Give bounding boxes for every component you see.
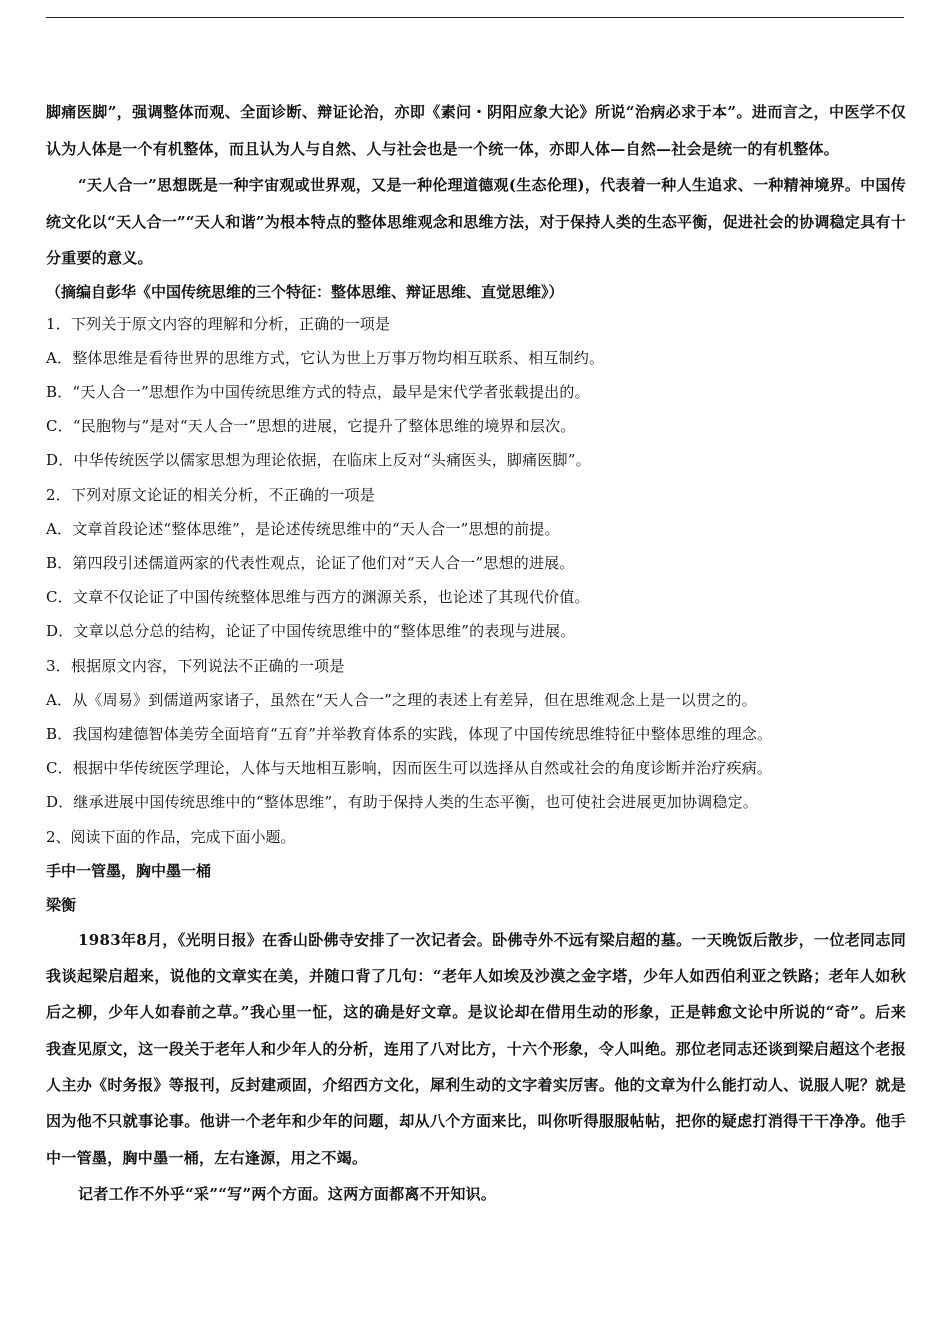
option-b: B．“天人合一”思想作为中国传统思维方式的特点，最早是宋代学者张载提出的。 [46,382,590,401]
document-page [46,94,906,1212]
option-c: C．“民胞物与”是对“天人合一”思想的进展，它提升了整体思维的境界和层次。 [46,417,576,436]
option-b: B．我国构建德智体美劳全面培育“五育”并举教育体系的实践，体现了中国传统思维特征中整体思维的理念。 [46,724,773,743]
question-3 [46,649,906,820]
option-a: A．从《周易》到儒道两家诸子，虽然在“天人合一”之理的表述上有差异，但在思维观念上是一以贯之的。 [46,690,757,709]
passage-paragraph: “天人合一”思想既是一种宇宙观或世界观，又是一种伦理道德观(生态伦理)，代表着一种人生追求、一种精神境界。中国传统文化以“天人合一”“天人和谐”为根本特点的整体思维观念和思维方法，对于保持人类的生态平衡，促进社会的协调稳定具有十分重要的意义。 [46,176,906,267]
question-stem: 2．下列对原文论证的相关分析，不正确的一项是 [46,485,375,504]
option-c: C．文章不仅论证了中国传统整体思维与西方的渊源关系，也论述了其现代价值。 [46,588,590,607]
passage-source: （摘编自彭华《中国传统思维的三个特征：整体思维、辩证思维、直觉思维》） [46,282,564,301]
question-stem: 1．下列关于原文内容的理解和分析，正确的一项是 [46,314,391,333]
option-d: D．中华传统医学以儒家思想为理论依据，在临床上反对“头痛医头，脚痛医脚”。 [46,451,591,470]
article-paragraph: 记者工作不外乎“采”“写”两个方面。这两方面都离不开知识。 [78,1184,497,1203]
option-a: A．整体思维是看待世界的思维方式，它认为世上万事万物均相互联系、相互制约。 [46,348,605,367]
header-rule [46,17,904,18]
question-stem: 3．根据原文内容，下列说法不正确的一项是 [46,656,345,675]
option-d: D．文章以总分总的结构，论证了中国传统思维中的“整体思维”的表现与进展。 [46,622,576,641]
article-paragraph: 1983年8月，《光明日报》在香山卧佛寺安排了一次记者会。卧佛寺外不远有梁启超的墓。一天晚饭后散步，一位老同志同我谈起梁启超来，说他的文章实在美，并随口背了几句：“老年人如埃及沙漠之金字塔，少年人如西伯利亚之铁路；老年人如秋后之柳，少年人如春前之草。”我心里一怔，这的确是好文章。是议论却在借用生动的形象，正是韩愈文论中所说的“奇”。后来我查见原文，这一段关于老年人和少年人的分析，连用了八对比方，十六个形象，令人叫绝。那位老同志还谈到梁启超这个老报人主办《时务报》等报刊，反封建顽固，介绍西方文化，犀利生动的文字着实厉害。他的文章为什么能打动人、说服人呢？就是因为他不只就事论事。他讲一个老年和少年的问题，却从八个方面来比，叫你听得服服帖帖，把你的疑虑打消得干干净净。他手中一管墨，胸中墨一桶，左右逢源，用之不竭。 [46,930,906,1167]
option-a: A．文章首段论述“整体思维”，是论述传统思维中的“天人合一”思想的前提。 [46,519,560,538]
section-instruction: 2、阅读下面的作品，完成下面小题。 [46,827,296,846]
option-d: D．继承进展中国传统思维中的“整体思维”，有助于保持人类的生态平衡，也可使社会进展更加协调稳定。 [46,793,758,812]
question-2 [46,478,906,649]
option-c: C．根据中华传统医学理论，人体与天地相互影响，因而医生可以选择从自然或社会的角度诊断并治疗疾病。 [46,759,773,778]
question-1 [46,307,906,478]
passage-paragraph: 脚痛医脚”，强调整体而观、全面诊断、辩证论治，亦即《素问・阴阳应象大论》所说“治病必求于本”。进而言之，中医学不仅认为人体是一个有机整体，而且认为人与自然、人与社会也是一个统一体，亦即人体—自然—社会是统一的有机整体。 [46,103,906,158]
article-title: 手中一管墨，胸中墨一桶 [46,861,212,880]
article-author: 梁衡 [46,895,77,914]
option-b: B．第四段引述儒道两家的代表性观点，论证了他们对“天人合一”思想的进展。 [46,553,575,572]
